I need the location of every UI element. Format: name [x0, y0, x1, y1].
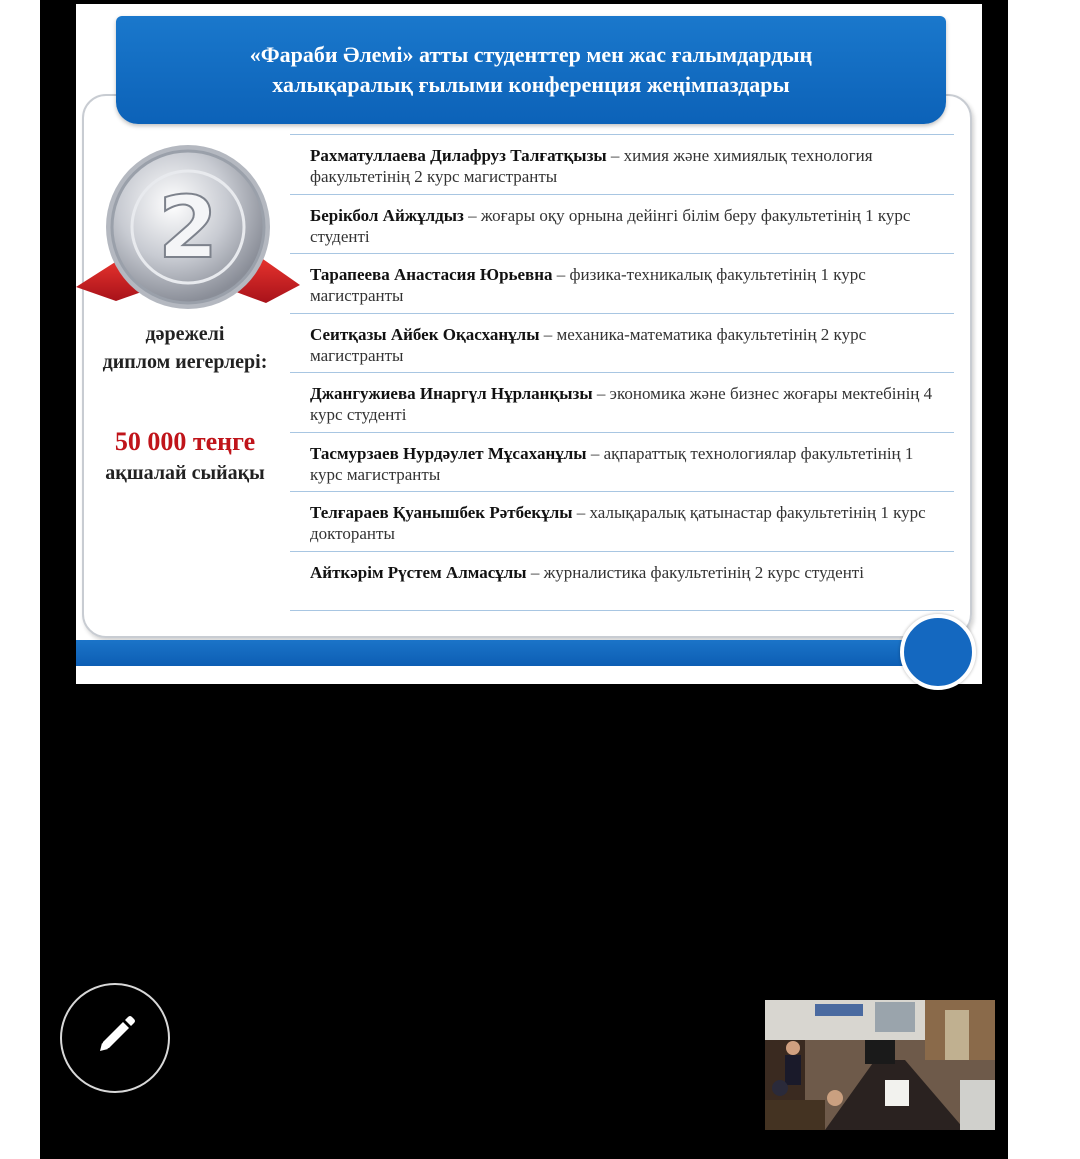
winner-row [290, 373, 954, 433]
winner-name: Джангужиева Инаргүл Нұрланқызы [310, 384, 593, 403]
winner-desc: – химия және химиялық технология факультетінің 2 курс магистранты [310, 146, 873, 186]
winner-name: Телғараев Қуанышбек Рәтбекұлы [310, 503, 573, 522]
winner-desc: – халықаралық қатынастар факультетінің 1 курс докторанты [310, 503, 926, 543]
slide-title-line2: халықаралық ғылыми конференция жеңімпаздары [272, 72, 790, 97]
slide-bottom-bar [76, 640, 916, 666]
winner-desc: – ақпараттық технологиялар факультетінің 1 курс магистранты [310, 443, 914, 484]
winner-desc: – механика-математика факультетінің 2 курс магистранты [310, 324, 867, 365]
medal-label-line2: диплом иегерлері: [102, 351, 268, 373]
winner-row [290, 135, 954, 195]
winner-name: Тарапеева Анастасия Юрьевна [310, 265, 553, 284]
winner-row [290, 492, 954, 552]
prize-amount: 50 000 теңге [114, 427, 256, 456]
annotate-button[interactable] [60, 983, 170, 1093]
slide-title-banner [116, 16, 946, 124]
winner-row [290, 433, 954, 493]
slide-title-line1: «Фараби Әлемі» атты студенттер мен жас ғалымдардың [249, 42, 813, 67]
winner-row [290, 314, 954, 374]
medal-graphic [76, 139, 306, 319]
winner-desc: – журналистика факультетінің 2 курс студенті [526, 562, 864, 582]
pencil-icon [91, 1012, 139, 1065]
medal-label [82, 320, 288, 376]
winner-desc: – экономика және бизнес жоғары мектебінің 4 курс студенті [310, 384, 933, 424]
participant-video-thumbnail[interactable] [765, 1000, 995, 1130]
winner-name: Айткәрім Рүстем Алмасұлы [310, 562, 527, 582]
winner-name: Берікбол Айжұлдыз [310, 205, 464, 225]
medal-label-line1: дәрежелі [145, 323, 225, 345]
prize-label: ақшалай сыйақы [105, 462, 265, 484]
winners-list [290, 134, 954, 611]
winner-desc: – физика-техникалық факультетінің 1 курс магистранты [310, 265, 866, 305]
winner-desc: – жоғары оқу орнына дейінгі білім беру факультетінің 1 курс студенті [310, 205, 911, 246]
shared-slide [76, 4, 982, 684]
winner-name: Тасмурзаев Нурдәулет Мұсаханұлы [310, 443, 587, 463]
slide-bottom-circle [900, 614, 976, 690]
winner-name: Рахматуллаева Дилафруз Талғатқызы [310, 146, 607, 165]
medal-number: 2 [158, 178, 218, 278]
video-frame [765, 1000, 995, 1130]
winner-row [290, 254, 954, 314]
winner-row [290, 552, 954, 612]
winner-name: Сеитқазы Айбек Оқасханұлы [310, 324, 540, 344]
winner-row [290, 195, 954, 255]
